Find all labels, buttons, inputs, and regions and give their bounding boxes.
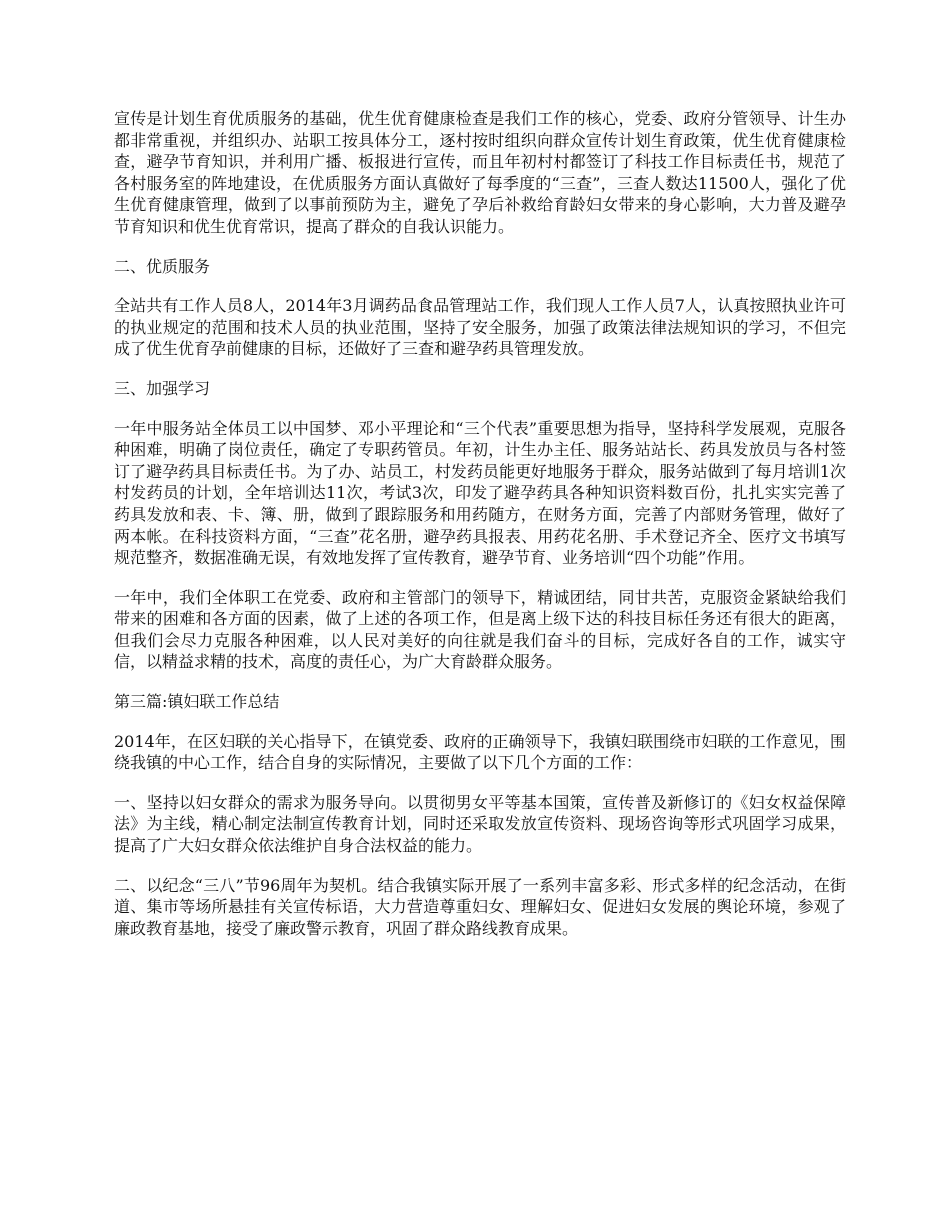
paragraph-family-planning-publicity: 宣传是计划生育优质服务的基础，优生优育健康检查是我们工作的核心，党委、政府分管领导、计生办都非常重视，并组织办、站职工按具体分工，逐村按时组织向群众宣传计划生育政策，优生优育健康检查，避孕节育知识，并利用广播、板报进行宣传，而且年初村村都签订了科技工作目标责任书，规范了各村服务室的阵地建设，在优质服务方面认真做好了每季度的“三查”，三查人数达11500人，强化了优生优育健康管理，做到了以事前预防为主，避免了孕后补救给育龄妇女带来的身心影响，大力普及避孕节育知识和优生优育常识，提高了群众的自我认识能力。 xyxy=(114,109,846,236)
paragraph-year-summary: 一年中，我们全体职工在党委、政府和主管部门的领导下，精诚团结，同甘共苦，克服资金紧缺给我们带来的困难和各方面的因素，做了上述的各项工作，但是离上级下达的科技目标任务还有很大的距离，但我们会尽力克服各种困难，以人民对美好的向往就是我们奋斗的目标，完成好各自的工作，诚实守信，以精益求精的技术，高度的责任心，为广大育龄群众服务。 xyxy=(114,587,846,672)
article-title-womens-federation: 第三篇:镇妇联工作总结 xyxy=(114,692,280,712)
paragraph-staff-overview: 全站共有工作人员8人，2014年3月调药品食品管理站工作，我们现人工作人员7人，认真按照执业许可的执业规定的范围和技术人员的执业范围，坚持了安全服务，加强了政策法律法规知识的学习，不但完成了优生优育孕前健康的目标，还做好了三查和避孕药具管理发放。 xyxy=(114,296,846,359)
paragraph-womens-rights-law: 一、坚持以妇女群众的需求为服务导向。以贯彻男女平等基本国策，宣传普及新修订的《妇女权益保障法》为主线，精心制定法制宣传教育计划，同时还采取发放宣传资料、现场咨询等形式巩固学习成果，提高了广大妇女群众依法维护自身合法权益的能力。 xyxy=(114,792,846,856)
paragraph-womens-day-activities: 二、以纪念“三八”节96周年为契机。结合我镇实际开展了一系列丰富多彩、形式多样的纪念活动，在街道、集市等场所悬挂有关宣传标语，大力营造尊重妇女、理解妇女、促进妇女发展的舆论环境，参观了廉政教育基地，接受了廉政警示教育，巩固了群众路线教育成果。 xyxy=(114,875,846,938)
section-heading-quality-service: 二、优质服务 xyxy=(114,256,211,276)
paragraph-womens-federation-intro: 2014年，在区妇联的关心指导下，在镇党委、政府的正确领导下，我镇妇联围绕市妇联的工作意见，围绕我镇的中心工作，结合自身的实际情况，主要做了以下几个方面的工作： xyxy=(114,731,846,773)
document-page xyxy=(114,108,846,957)
section-heading-strengthen-learning: 三、加强学习 xyxy=(114,378,211,398)
paragraph-training-work: 一年中服务站全体员工以中国梦、邓小平理论和“三个代表”重要思想为指导，坚持科学发展观，克服各种困难，明确了岗位责任，确定了专职药管员。年初，计生办主任、服务站站长、药具发放员与各村签订了避孕药具目标责任书。为了办、站员工，村发药员能更好地服务于群众，服务站做到了每月培训1次村发药员的计划，全年培训达11次，考试3次，印发了避孕药具各种知识资料数百份，扎扎实实完善了药具发放和表、卡、簿、册，做到了跟踪服务和用药随方，在财务方面，完善了内部财务管理，做好了两本帐。在科技资料方面，“三查”花名册，避孕药具报表、用药花名册、手术登记齐全、医疗文书填写规范整齐，数据准确无误，有效地发挥了宣传教育，避孕节育、业务培训“四个功能”作用。 xyxy=(114,418,846,568)
